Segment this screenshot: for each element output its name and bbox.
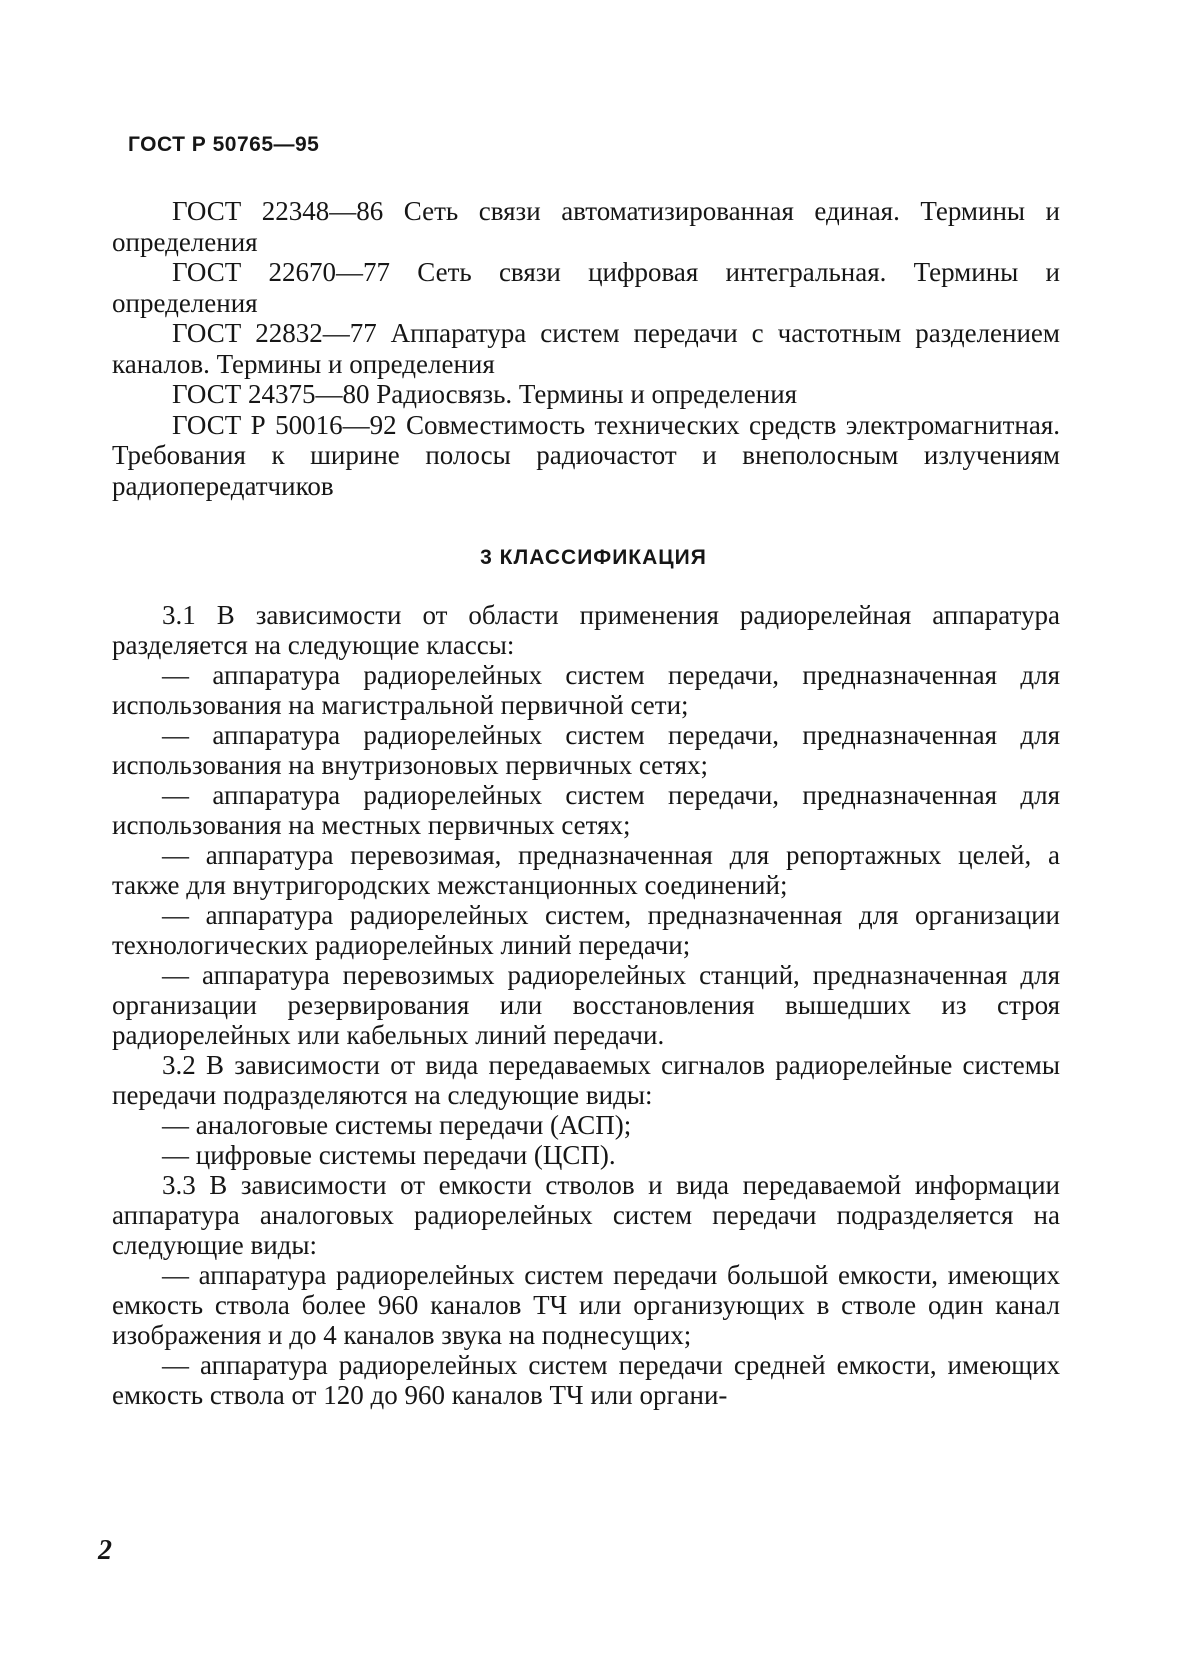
reference-item: ГОСТ 22670—77 Сеть связи цифровая интегральная. Термины и определения (112, 257, 1060, 318)
reference-item: ГОСТ Р 50016—92 Совместимость технических средств электромагнитная. Требования к ширине полосы радиочастот и внеполосным излучениям радиопередатчиков (112, 409, 1060, 501)
list-item: — аппаратура радиорелейных систем передачи, предназначенная для использования на магистральной первичной сети; (112, 660, 1060, 720)
reference-item: ГОСТ 24375—80 Радиосвязь. Термины и определения (172, 379, 798, 409)
list-item: — аппаратура радиорелейных систем, предназначенная для организации технологических радиорелейных линий передачи; (112, 900, 1060, 960)
list-item: — цифровые системы передачи (ЦСП). (162, 1140, 616, 1170)
paragraph: 3.3 В зависимости от емкости стволов и вида передаваемой информации аппаратура аналоговых радиорелейных систем передачи подразделяется на следующие виды: (112, 1170, 1060, 1260)
list-item: — аппаратура перевозимых радиорелейных станций, предназначенная для организации резервирования или восстановления вышедших из строя радиорелейных или кабельных линий передачи. (112, 960, 1060, 1050)
list-item: — аналоговые системы передачи (АСП); (162, 1110, 632, 1140)
paragraph: 3.1 В зависимости от области применения радиорелейная аппаратура разделяется на следующие классы: (112, 600, 1060, 660)
references-list (112, 196, 1060, 501)
list-item: — аппаратура радиорелейных систем передачи средней емкости, имеющих емкость ствола от 120 до 960 каналов ТЧ или органи- (112, 1350, 1060, 1410)
document-header: ГОСТ Р 50765—95 (128, 133, 320, 156)
reference-item: ГОСТ 22348—86 Сеть связи автоматизированная единая. Термины и определения (112, 196, 1060, 257)
paragraph: 3.2 В зависимости от вида передаваемых сигналов радиорелейные системы передачи подразделяются на следующие виды: (112, 1050, 1060, 1110)
page-number: 2 (98, 1535, 112, 1566)
list-item: — аппаратура радиорелейных систем передачи большой емкости, имеющих емкость ствола более 960 каналов ТЧ или организующих в стволе один канал изображения и до 4 каналов звука на поднесущих; (112, 1260, 1060, 1350)
section-body (112, 600, 1060, 1410)
list-item: — аппаратура радиорелейных систем передачи, предназначенная для использования на внутризоновых первичных сетях; (112, 720, 1060, 780)
section-title: 3 КЛАССИФИКАЦИЯ (480, 546, 707, 569)
list-item: — аппаратура радиорелейных систем передачи, предназначенная для использования на местных первичных сетях; (112, 780, 1060, 840)
reference-item: ГОСТ 22832—77 Аппаратура систем передачи с частотным разделением каналов. Термины и определения (112, 318, 1060, 379)
list-item: — аппаратура перевозимая, предназначенная для репортажных целей, а также для внутригородских межстанционных соединений; (112, 840, 1060, 900)
